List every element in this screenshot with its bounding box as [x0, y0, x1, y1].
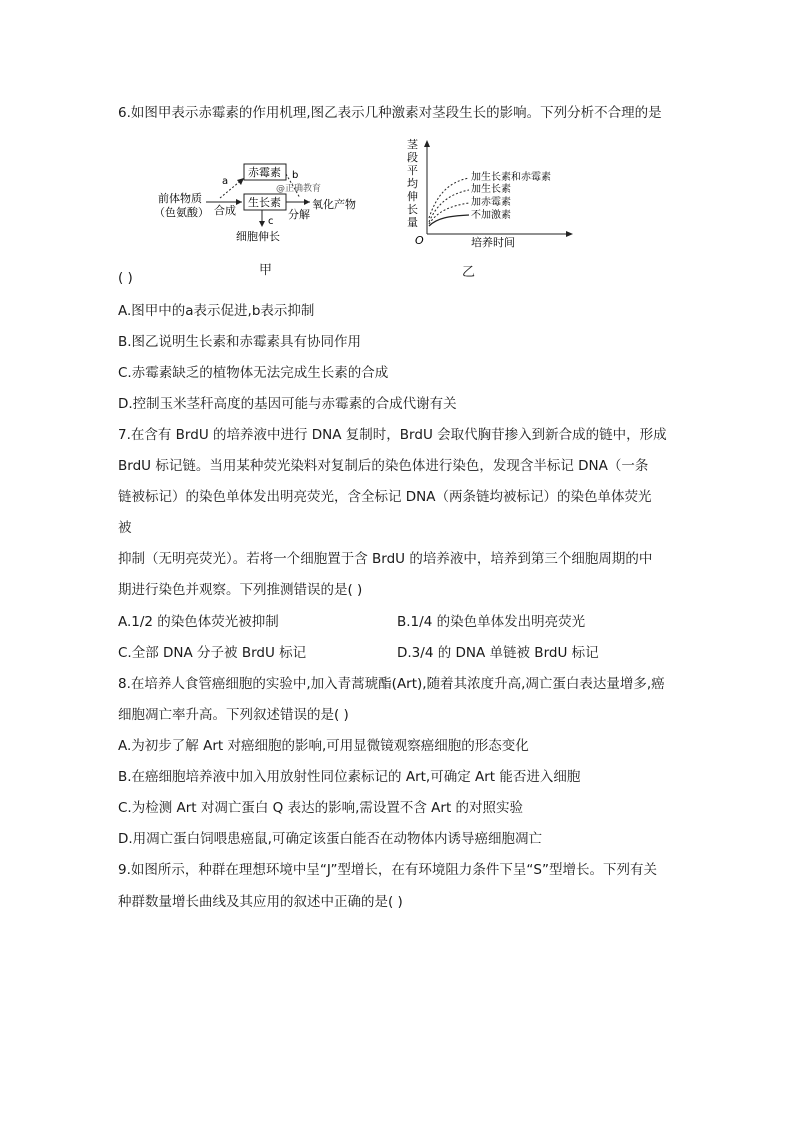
- q7-line-3: 链被标记）的染色单体发出明亮荧光，含全标记 DNA（两条链均被标记）的染色单体荧光: [118, 489, 652, 505]
- y-axis-label-char: 平: [407, 164, 418, 177]
- precursor-text-1: 前体物质: [158, 192, 202, 205]
- series-label-1: 加生长素和赤霉素: [471, 172, 551, 183]
- series-label-3: 加赤霉素: [471, 197, 511, 208]
- auxin-text: 生长素: [248, 196, 281, 209]
- figure-jia: [150, 158, 380, 248]
- label-a: a: [222, 176, 229, 187]
- watermark-text: @正确教育: [276, 184, 322, 194]
- q6-stem: 6.如图甲表示赤霉素的作用机理,图乙表示几种激素对茎段生长的影响。下列分析不合理的是: [118, 105, 662, 121]
- q7-option-c: C.全部 DNA 分子被 BrdU 标记: [118, 645, 307, 661]
- q6-option-c: C.赤霉素缺乏的植物体无法完成生长素的合成: [118, 365, 389, 381]
- figure-yi: [393, 134, 583, 252]
- gibberellin-text: 赤霉素: [248, 166, 281, 179]
- q8-option-d: D.用凋亡蛋白饲喂患癌鼠,可确定该蛋白能否在动物体内诱导癌细胞凋亡: [118, 831, 542, 847]
- figure-jia-label: 甲: [259, 263, 273, 278]
- label-b: b: [292, 170, 299, 181]
- q6-option-d: D.控制玉米茎秆高度的基因可能与赤霉素的合成代谢有关: [118, 396, 457, 412]
- q8-option-b: B.在癌细胞培养液中加入用放射性同位素标记的 Art,可确定 Art 能否进入细胞: [118, 769, 581, 785]
- q8-option-c: C.为检测 Art 对凋亡蛋白 Q 表达的影响,需设置不含 Art 的对照实验: [118, 800, 524, 816]
- label-c: c: [268, 216, 274, 227]
- y-axis-label-char: 均: [407, 177, 418, 190]
- origin-label: O: [415, 234, 424, 247]
- x-axis-label: 培养时间: [471, 236, 515, 249]
- y-axis-label-char: 量: [407, 216, 418, 229]
- q8-line-2: 细胞凋亡率升高。下列叙述错误的是( ): [118, 707, 349, 723]
- q6-option-a: A.图甲中的a表示促进,b表示抑制: [118, 303, 315, 319]
- y-axis-label-char: 茎: [407, 138, 418, 151]
- q8-line-1: 8.在培养人食管癌细胞的实验中,加入青蒿琥酯(Art),随着其浓度升高,凋亡蛋白表达量增多,癌: [118, 676, 665, 692]
- y-axis-label-char: 长: [407, 203, 418, 216]
- series-label-2: 加生长素: [471, 184, 511, 195]
- figure-yi-label: 乙: [462, 265, 476, 280]
- series-label-4: 不加激素: [471, 210, 511, 221]
- oxidation-text: 氧化产物: [312, 198, 356, 211]
- q7-line-1: 7.在含有 BrdU 的培养液中进行 DNA 复制时，BrdU 会取代胸苷掺入到新合成的链中，形成: [118, 427, 667, 443]
- q7-option-b: B.1/4 的染色单体发出明亮荧光: [397, 614, 586, 630]
- decompose-text: 分解: [288, 208, 310, 221]
- cell-elongation-text: 细胞伸长: [236, 230, 280, 243]
- q7-line-5: 抑制（无明亮荧光）。若将一个细胞置于含 BrdU 的培养液中，培养到第三个细胞周期的中: [118, 551, 653, 567]
- q7-line-2: BrdU 标记链。当用某种荧光染料对复制后的染色体进行染色，发现含半标记 DNA（一条: [118, 458, 649, 474]
- q8-option-a: A.为初步了解 Art 对癌细胞的影响,可用显微镜观察癌细胞的形态变化: [118, 738, 529, 754]
- y-axis-label-char: 段: [407, 151, 418, 164]
- q7-option-d: D.3/4 的 DNA 单链被 BrdU 标记: [397, 645, 599, 661]
- q6-option-b: B.图乙说明生长素和赤霉素具有协同作用: [118, 334, 362, 350]
- q9-line-2: 种群数量增长曲线及其应用的叙述中正确的是( ): [118, 894, 403, 910]
- q7-line-4: 被: [118, 520, 132, 536]
- precursor-text-2: （色氨酸）: [154, 206, 209, 219]
- q6-answer-paren: ( ): [118, 270, 133, 286]
- y-axis-label-char: 伸: [407, 190, 418, 203]
- q9-line-1: 9.如图所示，种群在理想环境中呈“J”型增长，在有环境阻力条件下呈“S”型增长。下列有关: [118, 862, 657, 878]
- q7-line-6: 期进行染色并观察。下列推测错误的是( ): [118, 582, 363, 598]
- y-axis-label: [407, 137, 419, 229]
- synthesis-text: 合成: [214, 204, 236, 217]
- curve-auxin-gibberellin: [429, 178, 469, 218]
- q7-option-a: A.1/2 的染色体荧光被抑制: [118, 614, 279, 630]
